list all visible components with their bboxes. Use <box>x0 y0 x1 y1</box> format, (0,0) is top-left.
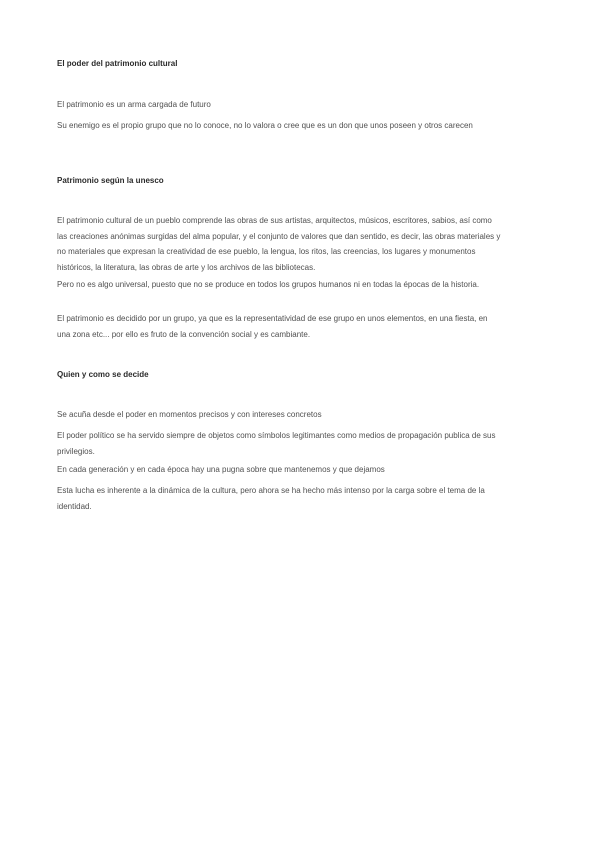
paragraph: El patrimonio es decidido por un grupo, ya que es la representatividad de ese grupo en unos elementos, en una fiesta, en una zona etc... por ello es fruto de la convención social y es cambiante. <box>57 314 488 339</box>
paragraph: El patrimonio es un arma cargada de futuro <box>57 100 211 109</box>
section-heading-unesco: Patrimonio según la unesco <box>57 176 164 185</box>
paragraph: En cada generación y en cada época hay una pugna sobre que mantenemos y que dejamos <box>57 465 385 474</box>
paragraph: Esta lucha es inherente a la dinámica de la cultura, pero ahora se ha hecho más intenso por la carga sobre el tema de la identidad. <box>57 486 485 511</box>
paragraph: Pero no es algo universal, puesto que no se produce en todos los grupos humanos ni en todas la épocas de la historia. <box>57 280 480 289</box>
section-heading-quien-decide: Quien y como se decide <box>57 370 149 379</box>
paragraph: El poder político se ha servido siempre de objetos como símbolos legitimantes como medios de propagación publica de sus privilegios. <box>57 431 496 456</box>
paragraph: Su enemigo es el propio grupo que no lo conoce, no lo valora o cree que es un don que unos poseen y otros carecen <box>57 121 473 130</box>
paragraph: Se acuña desde el poder en momentos precisos y con intereses concretos <box>57 410 322 419</box>
paragraph: El patrimonio cultural de un pueblo comprende las obras de sus artistas, arquitectos, músicos, escritores, sabios, así como las creaciones anónimas surgidas del alma popular, y el conjunto de valores que dan sentido, es decir, las obras materiales y no materiales que expresan la creatividad de ese pueblo, la lengua, los ritos, las creencias, los lugares y monumentos históricos, la literatura, las obras de arte y los archivos de las bibliotecas. <box>57 216 501 272</box>
section-heading-poder: El poder del patrimonio cultural <box>57 59 178 68</box>
